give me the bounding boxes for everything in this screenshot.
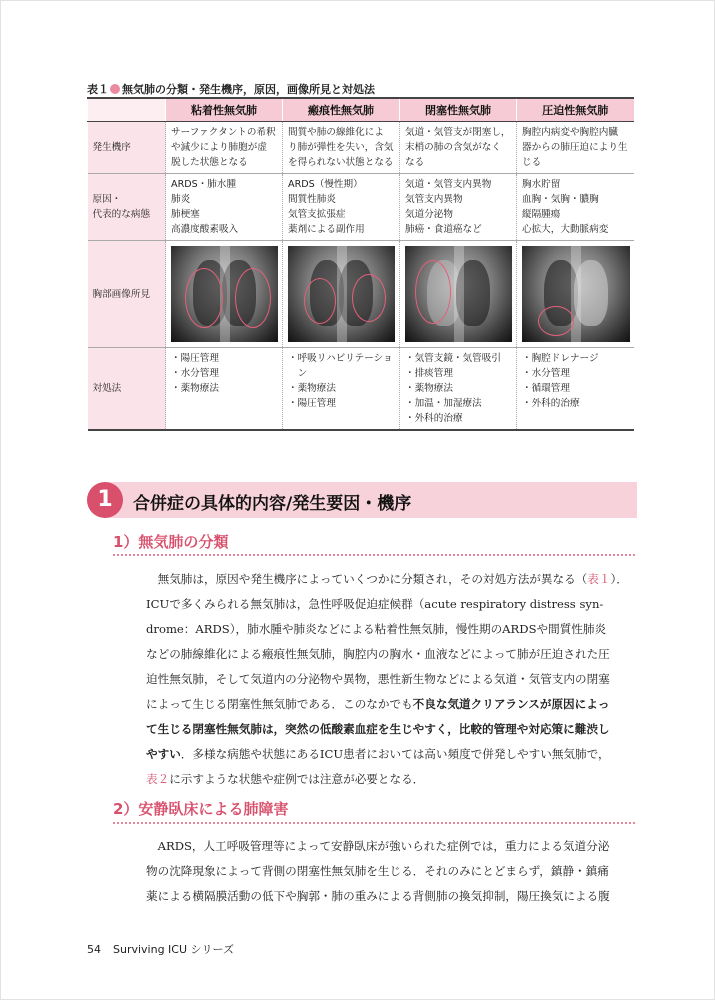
row-header: [88, 174, 166, 241]
chest-xray-image: [288, 246, 395, 342]
table-cell: [517, 174, 634, 241]
cell-line: や減少により肺胞が虚: [171, 142, 267, 153]
cell-line: 気管支内異物: [405, 194, 463, 205]
table-cell: [283, 174, 400, 241]
lesion-circle: [304, 278, 336, 324]
text-line: [146, 884, 636, 909]
cell-line: 肺癌・食道癌など: [405, 224, 482, 235]
cell-line: ・胸腔ドレナージ: [522, 353, 599, 364]
cell-line: 気道分泌物: [405, 209, 453, 220]
cell-line: なる: [405, 157, 425, 168]
cell-line: ・外科的治療: [522, 398, 580, 409]
emphasis-text: やすい: [146, 747, 181, 761]
subsection-divider: [113, 554, 635, 556]
cell-line: ・陽圧管理: [171, 353, 219, 364]
table-header-row: [88, 98, 634, 122]
text-run: drome：ARDS），肺水腫や肺炎などによる粘着性無気肺，慢性期のARDSや間質性肺炎: [146, 622, 607, 636]
cell-line: り肺が弾性を失い，含気: [288, 142, 394, 153]
text-run: によって生じる閉塞性無気肺である．このなかでも: [146, 697, 413, 711]
cell-line: ・陽圧管理: [288, 398, 336, 409]
cell-line: 器からの肺圧迫により生: [522, 142, 628, 153]
text-run: に示すような状態や症例では注意が必要となる．: [169, 772, 425, 786]
text-line: [146, 567, 636, 592]
page-footer: [87, 941, 234, 957]
lesion-circle: [185, 268, 223, 328]
emphasis-text: て生じる閉塞性無気肺は，突然の低酸素血症を生じやすく，比較的管理や対応策に難渋し: [146, 722, 610, 736]
cell-line: ・外科的治療: [405, 413, 463, 424]
cell-line: ARDS（慢性期）: [288, 179, 363, 190]
text-run: ICUで多くみられる無気肺は，急性呼吸促迫症候群（acute respiratory distress syn-: [146, 597, 604, 611]
text-run: ARDS，人工呼吸管理等によって安静臥床が強いられた症例では，重力による気道分泌: [146, 839, 610, 853]
cell-line: 心拡大，大動脈病変: [522, 224, 609, 235]
cell-line: 間質や肺の線維化によ: [288, 127, 384, 138]
cell-line: ・循環管理: [522, 383, 570, 394]
section-title: 合併症の具体的内容/発生要因・機序: [133, 494, 412, 514]
cell-line: サーファクタントの希釈: [171, 127, 276, 138]
table-caption: [87, 81, 375, 97]
subsection-divider: [113, 822, 635, 824]
table-row-mechanism: [88, 122, 634, 174]
cell-line: ・呼吸リハビリテーショ: [288, 353, 393, 364]
subsection-title: 2）安静臥床による肺障害: [113, 800, 289, 818]
text-line: [146, 859, 636, 884]
table-row-cause: [88, 174, 634, 241]
cell-line: ・排痰管理: [405, 368, 453, 379]
text-run: ）．: [610, 572, 628, 586]
table-corner: [88, 98, 166, 122]
cell-line: 血胸・気胸・膿胸: [522, 194, 599, 205]
cell-line: 高濃度酸素吸入: [171, 224, 239, 235]
text-line: [146, 667, 636, 692]
table-cell: [283, 348, 400, 431]
table-cell: [517, 241, 634, 348]
table-cell: [400, 241, 517, 348]
table-cell: [166, 348, 283, 431]
table-cell: [166, 122, 283, 174]
cell-line: ARDS・肺水腫: [171, 179, 237, 190]
table-cell: [400, 122, 517, 174]
cell-line: 気道・気管支内異物: [405, 179, 492, 190]
text-line: [146, 617, 636, 642]
table-reference: 表２: [146, 772, 170, 786]
table-cell: [400, 174, 517, 241]
cell-line: 気道・気管支が閉塞し，: [405, 127, 511, 138]
atelectasis-table: [87, 97, 634, 431]
section-heading: [87, 482, 637, 518]
cell-line: じる: [522, 157, 542, 168]
subsection-title: 1）無気肺の分類: [113, 533, 229, 551]
text-run: 薬による横隔膜活動の低下や胸郭・肺の重みによる背側肺の換気抑制，陽圧換気による腹: [146, 889, 610, 903]
cell-line: 縦隔腫瘍: [522, 209, 561, 220]
chest-xray-image: [171, 246, 278, 342]
lesion-circle: [538, 306, 574, 336]
cell-line: 胸腔内病変や胸腔内臓: [522, 127, 618, 138]
cell-line: 間質性肺炎: [288, 194, 336, 205]
cell-line: 末梢の肺の含気がなく: [405, 142, 501, 153]
row-header-line: 原因・: [92, 194, 122, 205]
cell-line: 薬剤による副作用: [288, 224, 365, 235]
cell-line: を得られない状態となる: [288, 157, 394, 168]
page-number: 54: [87, 943, 101, 956]
table-cell: [517, 348, 634, 431]
cell-line: ・気管支鏡・気管吸引: [405, 353, 501, 364]
column-header: 閉塞性無気肺: [400, 98, 517, 122]
text-line: [146, 767, 636, 792]
cell-line: 脱した状態となる: [171, 157, 248, 168]
text-line: [146, 642, 636, 667]
table-cell: [166, 174, 283, 241]
text-run: ．多様な病態や状態にあるICU患者においては高い頻度で併発しやすい無気肺で，: [180, 747, 610, 761]
table-cell: [400, 348, 517, 431]
chest-xray-image: [522, 246, 630, 342]
text-line: [146, 592, 636, 617]
table-row-treatment: [88, 348, 634, 431]
caption-bullet-icon: [110, 84, 120, 94]
cell-line: ン: [288, 368, 308, 379]
paragraph: [146, 567, 636, 792]
paragraph: [146, 834, 636, 909]
text-run: などの肺線維化による瘢痕性無気肺，胸腔内の胸水・血液などによって肺が圧迫された圧: [146, 647, 610, 661]
text-line: [146, 834, 636, 859]
text-line: [146, 692, 636, 717]
cell-line: ・薬物療法: [405, 383, 453, 394]
table-cell: [283, 241, 400, 348]
caption-label: 表１: [87, 83, 109, 96]
chest-xray-image: [405, 246, 512, 342]
cell-line: ・薬物療法: [171, 383, 219, 394]
row-header: 発生機序: [88, 122, 166, 174]
cell-line: ・薬物療法: [288, 383, 336, 394]
caption-text: 無気肺の分類・発生機序，原因，画像所見と対処法: [122, 83, 375, 96]
row-header: 胸部画像所見: [88, 241, 166, 348]
emphasis-text: 不良な気道クリアランスが原因によっ: [412, 697, 610, 711]
table-cell: [517, 122, 634, 174]
table-reference: 表１: [587, 572, 611, 586]
cell-line: ・水分管理: [171, 368, 219, 379]
lesion-circle: [235, 268, 271, 328]
column-header: 瘢痕性無気肺: [283, 98, 400, 122]
column-header: 粘着性無気肺: [166, 98, 283, 122]
table-cell: [283, 122, 400, 174]
cell-line: 気管支拡張症: [288, 209, 346, 220]
cell-line: 肺梗塞: [171, 209, 200, 220]
text-line: [146, 742, 636, 767]
cell-line: 胸水貯留: [522, 179, 561, 190]
text-line: [146, 717, 636, 742]
table-row-imaging: [88, 241, 634, 348]
cell-line: ・加温・加湿療法: [405, 398, 482, 409]
section-number: 1: [87, 482, 123, 518]
cell-line: 肺炎: [171, 194, 191, 205]
cell-line: ・水分管理: [522, 368, 570, 379]
row-header-line: 代表的な病態: [92, 209, 151, 220]
column-header: 圧迫性無気肺: [517, 98, 634, 122]
lesion-circle: [415, 260, 451, 324]
row-header: 対処法: [88, 348, 166, 431]
table-cell: [166, 241, 283, 348]
lesion-circle: [352, 274, 386, 322]
text-run: 物の沈降現象によって背側の閉塞性無気肺を生じる．それのみにとどまらず，鎮静・鎮痛: [146, 864, 609, 878]
series-name: Surviving ICU シリーズ: [113, 943, 234, 956]
text-run: 迫性無気肺，そして気道内の分泌物や異物，悪性新生物などによる気道・気管支内の閉塞: [146, 672, 610, 686]
text-run: 無気肺は，原因や発生機序によっていくつかに分類され，その対処方法が異なる（: [146, 572, 588, 586]
